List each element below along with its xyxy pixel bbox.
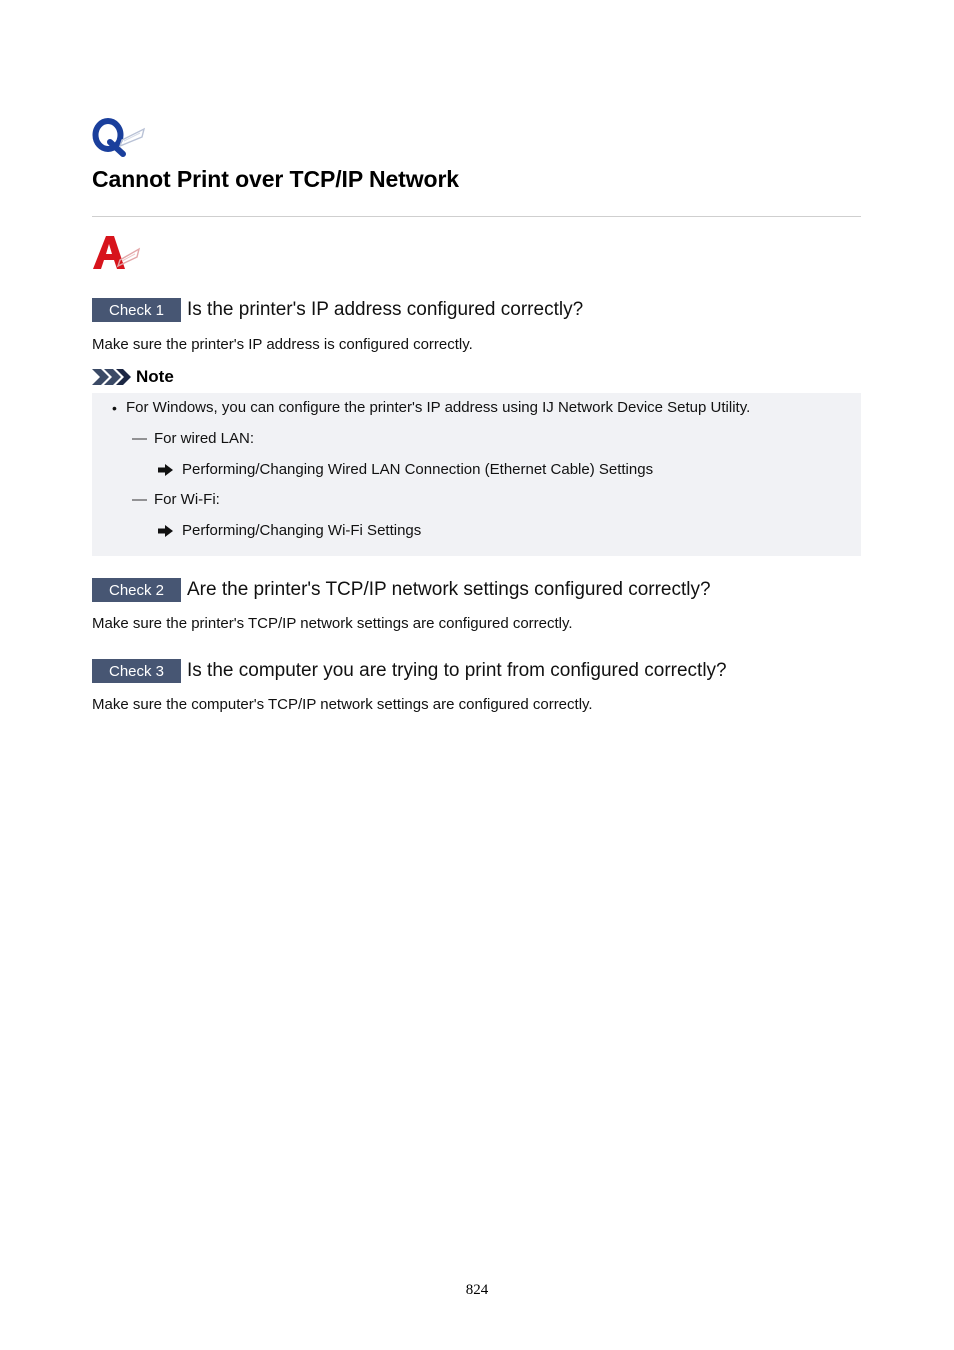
divider: [92, 216, 861, 217]
bullet-icon: •: [112, 399, 117, 416]
question-q-icon: [92, 116, 148, 158]
check-badge: Check 1: [92, 298, 181, 322]
wired-lan-link-text[interactable]: Performing/Changing Wired LAN Connection (Ethernet Cable) Settings: [182, 461, 654, 478]
check-3-text: Make sure the computer's TCP/IP network settings are configured correctly.: [92, 696, 593, 713]
dash-icon: —: [132, 491, 147, 508]
arrow-right-icon: [158, 525, 182, 537]
check-question: Are the printer's TCP/IP network settings configured correctly?: [187, 579, 711, 600]
check-badge: Check 3: [92, 659, 181, 683]
page-number: 824: [465, 1282, 489, 1298]
note-box: [92, 393, 861, 556]
note-chevrons-icon: [92, 368, 132, 386]
check-question: Is the printer's IP address configured correctly?: [187, 299, 584, 320]
note-wired-item: [132, 430, 254, 447]
check-2-heading: [92, 578, 711, 602]
wifi-link[interactable]: [158, 522, 421, 539]
dash-icon: —: [132, 430, 147, 447]
wifi-link-text[interactable]: Performing/Changing Wi-Fi Settings: [182, 522, 422, 539]
note-bullet-item: [112, 399, 750, 416]
check-1-heading: [92, 298, 583, 322]
check-badge: Check 2: [92, 578, 181, 602]
answer-a-icon: [92, 234, 142, 272]
page-title: Cannot Print over TCP/IP Network: [92, 166, 459, 192]
note-wired-label: For wired LAN:: [154, 430, 255, 447]
check-3-heading: [92, 659, 727, 683]
note-bullet-text: For Windows, you can configure the printer's IP address using IJ Network Device Setup Utility.: [126, 399, 751, 416]
check-2-text: Make sure the printer's TCP/IP network settings are configured correctly.: [92, 615, 573, 632]
note-header: [92, 367, 174, 387]
note-wifi-label: For Wi-Fi:: [154, 491, 220, 508]
check-1-text: Make sure the printer's IP address is configured correctly.: [92, 336, 473, 353]
arrow-right-icon: [158, 464, 182, 476]
wired-lan-link[interactable]: [158, 461, 653, 478]
check-question: Is the computer you are trying to print from configured correctly?: [187, 660, 727, 681]
note-wifi-item: [132, 491, 220, 508]
note-label: Note: [136, 367, 174, 386]
